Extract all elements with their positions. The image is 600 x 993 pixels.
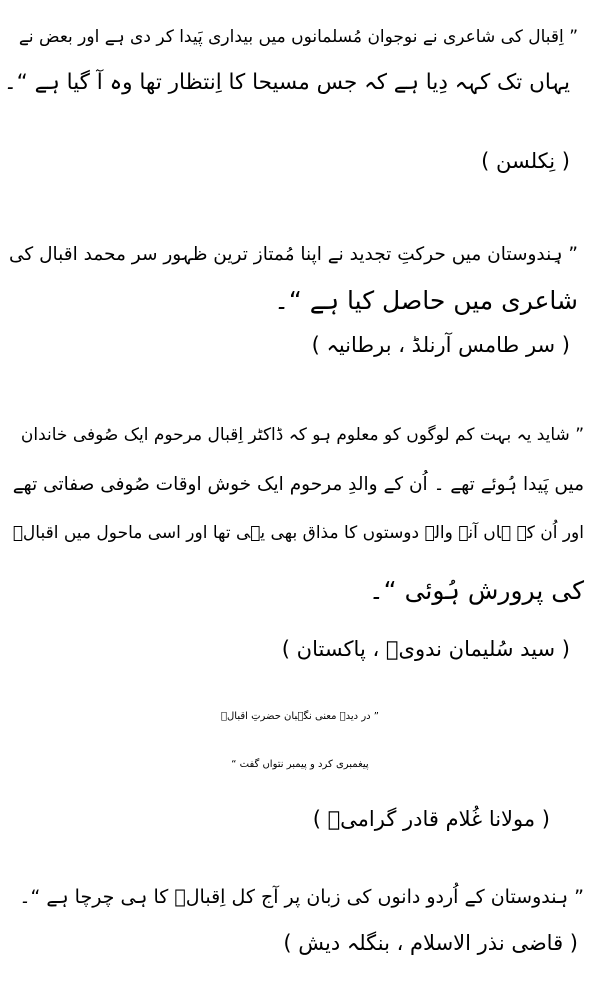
quote-3-line-1: ” شاید یہ بہت کم لوگوں کو معلوم ہو کہ ڈاکٹر اِقبال مرحوم ایک صُوفی خاندان xyxy=(20,425,584,445)
quote-4-line-1: ” در دیدۂ معنی نگہبان حضرتِ اقبالؒ xyxy=(221,711,379,722)
quote-3-line-3: اور اُن کے ہاں آنے والے دوستوں کا مذاق بھی یہی تھا اور اسی ماحول میں اقبالؒ xyxy=(12,523,584,543)
quote-5-attribution: ( قاضی نذر الاسلام ، بنگلہ دیش ) xyxy=(283,931,578,955)
quote-3-attribution: ( سید سُلیمان ندویؒ ، پاکستان ) xyxy=(281,637,570,661)
quote-1-line-2: یہاں تک کہہ دِیا ہے کہ جس مسیحا کا اِنتظار تھا وہ آ گیا ہے “۔ xyxy=(4,70,570,95)
quote-1-line-1: ” اِقبال کی شاعری نے نوجوان مُسلمانوں میں بیداری پَیدا کر دی ہے اور بعض نے xyxy=(18,27,578,47)
quote-4-line-2: پیغمبری کرد و پیمبر نتواں گفت “ xyxy=(231,759,369,770)
quote-4-attribution: ( مولانا غُلام قادر گرامیؒ ) xyxy=(312,807,550,831)
quote-5-line-1: ” ہندوستان کے اُردو دانوں کی زبان پر آج کل اِقبالؒ کا ہی چرچا ہے “۔ xyxy=(19,886,584,908)
quote-2-line-2: شاعری میں حاصل کیا ہے “۔ xyxy=(274,286,578,315)
quote-2-line-1: ” ہِندوستان میں حرکتِ تجدید نے اپنا مُمتاز ترین ظہور سر محمد اقبال کی xyxy=(9,244,578,265)
quote-3-line-2: میں پَیدا ہُوئے تھے ۔ اُن کے والدِ مرحوم ایک خوش اوقات صُوفی صفاتی تھے xyxy=(12,474,584,495)
quote-2-attribution: ( سر طامس آرنلڈ ، برطانیہ ) xyxy=(311,333,570,357)
quote-3-line-4: کی پرورش ہُوئی “۔ xyxy=(369,576,584,605)
quote-1-attribution: ( نِکلسن ) xyxy=(481,149,570,173)
